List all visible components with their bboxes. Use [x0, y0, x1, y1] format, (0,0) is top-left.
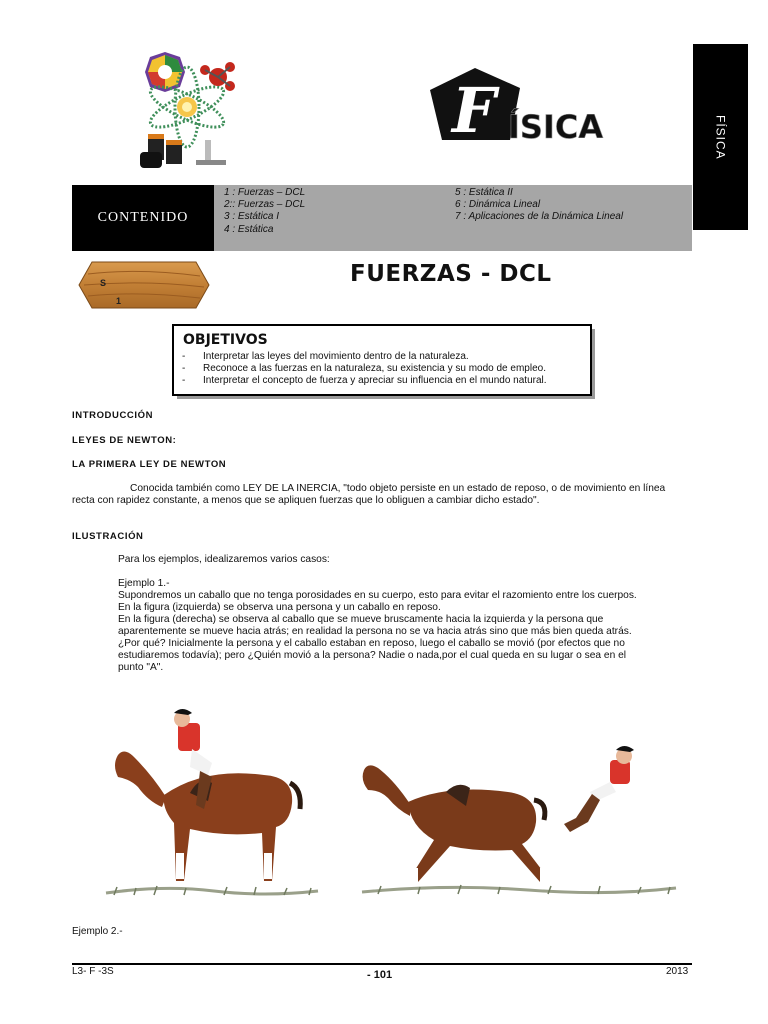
science-atom-logo-icon [130, 52, 245, 177]
illustration-intro: Para los ejemplos, idealizaremos varios casos: [118, 554, 330, 565]
toc-item[interactable]: 2:: Fuerzas – DCL [224, 199, 306, 211]
toc-item[interactable]: 4 : Estática [224, 223, 274, 235]
contents-label: CONTENIDO [72, 185, 214, 251]
example1-block [118, 554, 678, 674]
objective-item [182, 363, 546, 375]
side-tab-label: FÍSICA [713, 114, 728, 160]
objective-dash: - [182, 351, 186, 362]
objective-dash: - [182, 363, 186, 374]
toc-item[interactable]: 6 : Dinámica Lineal [455, 199, 541, 211]
wood-plank-icon [78, 260, 210, 310]
fisica-pentagon-logo-icon [430, 68, 620, 150]
objective-dash: - [182, 375, 186, 386]
heading-illustration: ILUSTRACIÓN [72, 531, 144, 542]
toc-item[interactable]: 5 : Estática II [455, 187, 513, 198]
page-title: FUERZAS - DCL [350, 261, 552, 287]
inertia-paragraph [72, 483, 668, 507]
example1-line: aparentemente se mueve hacia atrás; en realidad la persona no se va hacia atrás sino que más bien queda atrás. [118, 626, 632, 637]
example1-line: ¿Por qué? Inicialmente la persona y el caballo estaban en reposo, luego el caballo se movió (por efectos que no [118, 638, 625, 649]
objective-text: Interpretar el concepto de fuerza y apreciar su influencia en el mundo natural. [203, 375, 547, 386]
toc-column-left [224, 187, 305, 236]
objective-text: Interpretar las leyes del movimiento dentro de la naturaleza. [203, 351, 469, 362]
footer-code: L3- F -3S [72, 966, 114, 977]
toc-item[interactable]: 1 : Fuerzas – DCL [224, 187, 306, 198]
example1-line: Supondremos un caballo que no tenga porosidades en su cuerpo, esto para evitar el razomiento entre los cuerpos. [118, 590, 637, 601]
example2-label: Ejemplo 2.- [72, 926, 123, 937]
page-number: - 101 [367, 969, 393, 981]
heading-newton-laws: LEYES DE NEWTON: [72, 435, 177, 446]
objective-item [182, 351, 469, 363]
example1-line: En la figura (derecha) se observa al caballo que se mueve bruscamente hacia la izquierda y la persona que [118, 614, 604, 625]
toc-item[interactable]: 3 : Estática I [224, 211, 280, 223]
footer-divider [72, 963, 692, 965]
objectives-box [172, 324, 592, 396]
toc-column-right [455, 187, 623, 224]
side-tab [693, 44, 748, 230]
example1-line: estudiaremos todavía); pero ¿Quién movió a la persona? Nadie o nada,por el cual queda en su lugar o sea en el [118, 650, 626, 661]
inertia-text: Conocida también como LEY DE LA INERCIA, "todo objeto persiste en un estado de reposo, o de movimiento en línea recta con rapidez constante, a menos que se apliquen fuerzas que lo obliguen a cambiar dicho estado". [72, 483, 666, 506]
horse-rider-thrown-image [358, 740, 680, 902]
toc-item[interactable]: 7 : Aplicaciones de la Dinámica Lineal [455, 211, 624, 223]
horse-rider-at-rest-image [104, 705, 320, 905]
example1-label: Ejemplo 1.- [118, 578, 170, 589]
svg-text:F: F [452, 74, 497, 147]
heading-first-law: LA PRIMERA LEY DE NEWTON [72, 459, 227, 470]
heading-introduction: INTRODUCCIÓN [72, 410, 154, 421]
fisica-wordmark: ÍSICA [508, 108, 604, 146]
objectives-title: OBJETIVOS [183, 332, 268, 348]
objective-item [182, 375, 547, 387]
example1-line: En la figura (izquierda) se observa una persona y un caballo en reposo. [118, 602, 441, 613]
contents-banner [72, 185, 692, 251]
example1-line: punto "A". [118, 662, 164, 673]
plank-label-s: S [100, 278, 107, 288]
objective-text: Reconoce a las fuerzas en la naturaleza, su existencia y su modo de empleo. [203, 363, 546, 374]
plank-label-1: 1 [116, 296, 122, 306]
footer-year: 2013 [666, 966, 689, 977]
